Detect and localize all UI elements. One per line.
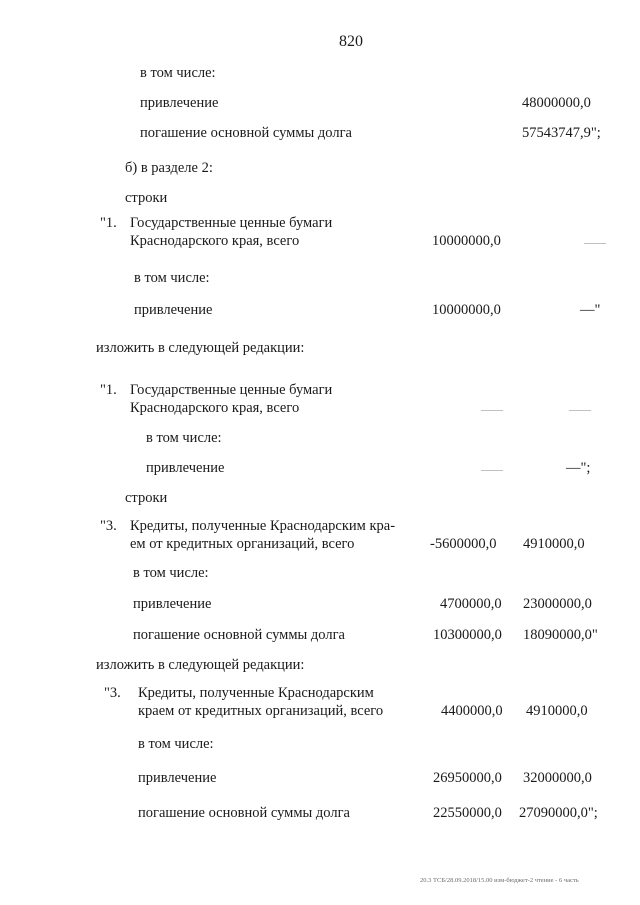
- rows-label: строки: [125, 490, 168, 506]
- incl-label: в том числе:: [138, 736, 214, 752]
- row-value: 48000000,0: [522, 95, 591, 111]
- row-value: 4910000,0: [526, 703, 588, 719]
- row-title-line: Государственные ценные бумаги: [130, 215, 333, 231]
- row-value-dash: ——: [569, 404, 591, 416]
- row-title-line: Краснодарского края, всего: [130, 233, 300, 249]
- row-value-dash: ——: [481, 404, 503, 416]
- row-value: 4700000,0: [440, 596, 502, 612]
- incl-label: в том числе:: [133, 565, 209, 581]
- row-value: 23000000,0: [523, 596, 592, 612]
- row-value: 27090000,0";: [519, 805, 598, 821]
- incl-label: в том числе:: [140, 65, 216, 81]
- footer-filename: 20.3 ТСБ/28.09.2018/15.00 изм-бюджет-2 чтение - 6 часть: [420, 877, 579, 884]
- row-value: 10000000,0: [432, 302, 501, 318]
- row-label: привлечение: [138, 770, 217, 786]
- row-label: погашение основной суммы долга: [133, 627, 345, 643]
- row-value: 22550000,0: [433, 805, 502, 821]
- row-number: "1.: [100, 382, 117, 398]
- row-value: —": [580, 302, 601, 318]
- row-number: "1.: [100, 215, 117, 231]
- page-number: 820: [339, 33, 363, 50]
- section-heading: б) в разделе 2:: [125, 160, 213, 176]
- row-title-line: ем от кредитных организаций, всего: [130, 536, 355, 552]
- row-value: -5600000,0: [430, 536, 497, 552]
- row-title-line: Краснодарского края, всего: [130, 400, 300, 416]
- row-value-dash: ——: [481, 464, 503, 476]
- row-value: 4400000,0: [441, 703, 503, 719]
- row-number: "3.: [104, 685, 121, 701]
- row-value: 26950000,0: [433, 770, 502, 786]
- row-label: привлечение: [134, 302, 213, 318]
- incl-label: в том числе:: [146, 430, 222, 446]
- restate-label: изложить в следующей редакции:: [96, 657, 305, 673]
- row-value: 10300000,0: [433, 627, 502, 643]
- row-label: привлечение: [146, 460, 225, 476]
- row-label: погашение основной суммы долга: [140, 125, 352, 141]
- rows-label: строки: [125, 190, 168, 206]
- row-title-line: Кредиты, полученные Краснодарским: [138, 685, 374, 701]
- row-label: привлечение: [140, 95, 219, 111]
- row-title-line: Государственные ценные бумаги: [130, 382, 333, 398]
- row-value: —";: [566, 460, 591, 476]
- row-label: привлечение: [133, 596, 212, 612]
- restate-label: изложить в следующей редакции:: [96, 340, 305, 356]
- row-value: 18090000,0": [523, 627, 598, 643]
- row-value: 32000000,0: [523, 770, 592, 786]
- row-value: 10000000,0: [432, 233, 501, 249]
- incl-label: в том числе:: [134, 270, 210, 286]
- row-title-line: Кредиты, полученные Краснодарским кра-: [130, 518, 396, 534]
- row-number: "3.: [100, 518, 117, 534]
- row-value: 4910000,0: [523, 536, 585, 552]
- row-value-dash: ——: [584, 237, 606, 249]
- row-label: погашение основной суммы долга: [138, 805, 350, 821]
- row-title-line: краем от кредитных организаций, всего: [138, 703, 384, 719]
- row-value: 57543747,9";: [522, 125, 601, 141]
